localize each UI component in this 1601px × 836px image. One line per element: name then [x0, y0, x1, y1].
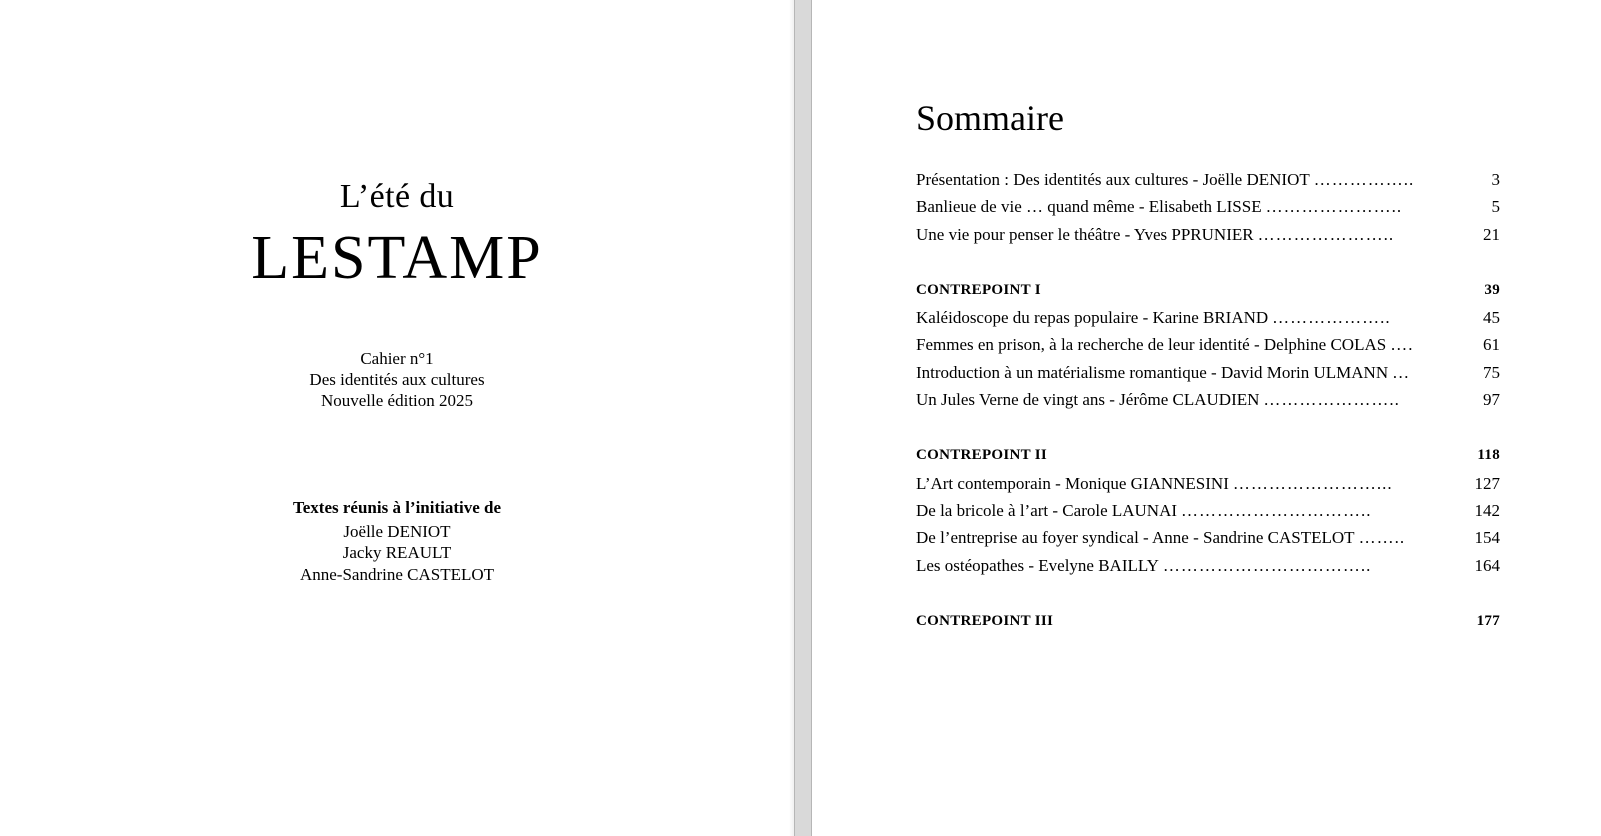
toc-entry-label: Banlieue de vie … quand même - Elisabeth LISSE	[916, 197, 1262, 217]
toc-page-number: 75	[1483, 362, 1500, 382]
toc-entry-label: De l’entreprise au foyer syndical - Anne - Sandrine CASTELOT	[916, 528, 1355, 548]
credits-name: Anne-Sandrine CASTELOT	[299, 564, 495, 584]
toc-section-row[interactable]	[916, 277, 1500, 304]
toc-entry-label: Présentation : Des identités aux cultures - Joëlle DENIOT	[916, 170, 1310, 189]
toc-page-number: 39	[1484, 281, 1500, 298]
toc-page-number: 21	[1483, 224, 1500, 244]
toc-entry-row[interactable]	[916, 552, 1500, 579]
toc-entry-label: Une vie pour penser le théâtre - Yves PPRUNIER	[916, 224, 1254, 244]
toc-entry-row[interactable]	[916, 470, 1500, 497]
toc-leader-dots: …………………..	[1265, 197, 1403, 217]
toc-leader-dots: ……………………...	[1232, 473, 1393, 493]
page-right-contents	[812, 0, 1601, 836]
toc-page-number: 97	[1483, 390, 1500, 410]
toc-entry-label: Femmes en prison, à la recherche de leur identité - Delphine COLAS	[916, 335, 1387, 355]
toc-entry-label: De la bricole à l’art - Carole LAUNAI	[916, 500, 1178, 520]
cover-subtitle	[0, 348, 794, 411]
toc-leader-dots: …	[1392, 362, 1411, 382]
toc-leader-dots: …………………..	[1257, 224, 1395, 244]
credits-name: Jacky REAULT	[342, 543, 452, 562]
toc-leader-dots: ….	[1390, 335, 1414, 355]
toc-section-row[interactable]	[916, 608, 1500, 635]
toc-entry-row[interactable]	[916, 359, 1500, 386]
cover-subtitle-line: Nouvelle édition 2025	[320, 391, 474, 410]
toc-page-number: 61	[1483, 335, 1500, 355]
toc-entry-row[interactable]	[916, 386, 1500, 413]
credits-heading: Textes réunis à l’initiative de	[292, 498, 502, 517]
toc-page-number: 142	[1474, 500, 1500, 520]
toc-page-number: 177	[1476, 612, 1500, 629]
toc-page-number: 164	[1474, 555, 1500, 575]
toc-spacer	[916, 248, 1500, 277]
toc-page-number: 45	[1483, 308, 1500, 328]
table-of-contents	[916, 166, 1500, 635]
toc-entry-row[interactable]	[916, 524, 1500, 551]
toc-entry-row[interactable]	[916, 497, 1500, 524]
toc-page-number: 118	[1477, 447, 1500, 464]
toc-leader-dots: …………………..	[1263, 390, 1400, 410]
toc-entry-label: CONTREPOINT II	[916, 447, 1048, 464]
toc-entry-row[interactable]	[916, 331, 1500, 358]
toc-leader-dots: ……………………………..	[1162, 555, 1372, 575]
toc-leader-dots: ………………..	[1272, 308, 1391, 328]
credits-name: Joëlle DENIOT	[343, 521, 451, 541]
toc-page-number: 127	[1474, 473, 1500, 493]
cover-subtitle-line: Cahier n°1	[360, 349, 434, 368]
toc-leader-dots: …………………………..	[1181, 500, 1372, 520]
toc-entry-row[interactable]	[916, 166, 1500, 193]
toc-page-number: 3	[1491, 170, 1500, 189]
toc-entry-label: Kaléidoscope du repas populaire - Karine BRIAND	[916, 308, 1269, 328]
toc-spacer	[916, 413, 1500, 442]
toc-entry-row[interactable]	[916, 304, 1500, 331]
toc-entry-label: Un Jules Verne de vingt ans - Jérôme CLAUDIEN	[916, 390, 1260, 410]
toc-page-number: 154	[1474, 528, 1500, 548]
toc-entry-row[interactable]	[916, 221, 1500, 248]
cover-title-line-1: L’été du	[339, 178, 455, 215]
page-title: Sommaire	[916, 98, 1064, 138]
cover-title	[0, 176, 794, 294]
toc-leader-dots: ……………..	[1313, 170, 1415, 189]
cover-subtitle-line: Des identités aux cultures	[309, 370, 485, 389]
gutter-shadow-left	[789, 0, 795, 836]
toc-page-number: 5	[1491, 197, 1500, 217]
toc-entry-label: L’Art contemporain - Monique GIANNESINI	[916, 473, 1229, 493]
toc-section-row[interactable]	[916, 442, 1500, 469]
toc-entry-label: Les ostéopathes - Evelyne BAILLY	[916, 555, 1159, 575]
cover-title-line-2: LESTAMP	[251, 224, 543, 292]
cover-credits	[0, 497, 794, 585]
toc-entry-label: CONTREPOINT III	[916, 612, 1054, 629]
toc-entry-label: CONTREPOINT I	[916, 281, 1041, 298]
toc-spacer	[916, 579, 1500, 608]
toc-entry-row[interactable]	[916, 193, 1500, 220]
page-left-cover	[0, 0, 794, 836]
page-gutter	[794, 0, 812, 836]
toc-leader-dots: ……..	[1358, 528, 1406, 548]
toc-entry-label: Introduction à un matérialisme romantique - David Morin ULMANN	[916, 362, 1389, 382]
